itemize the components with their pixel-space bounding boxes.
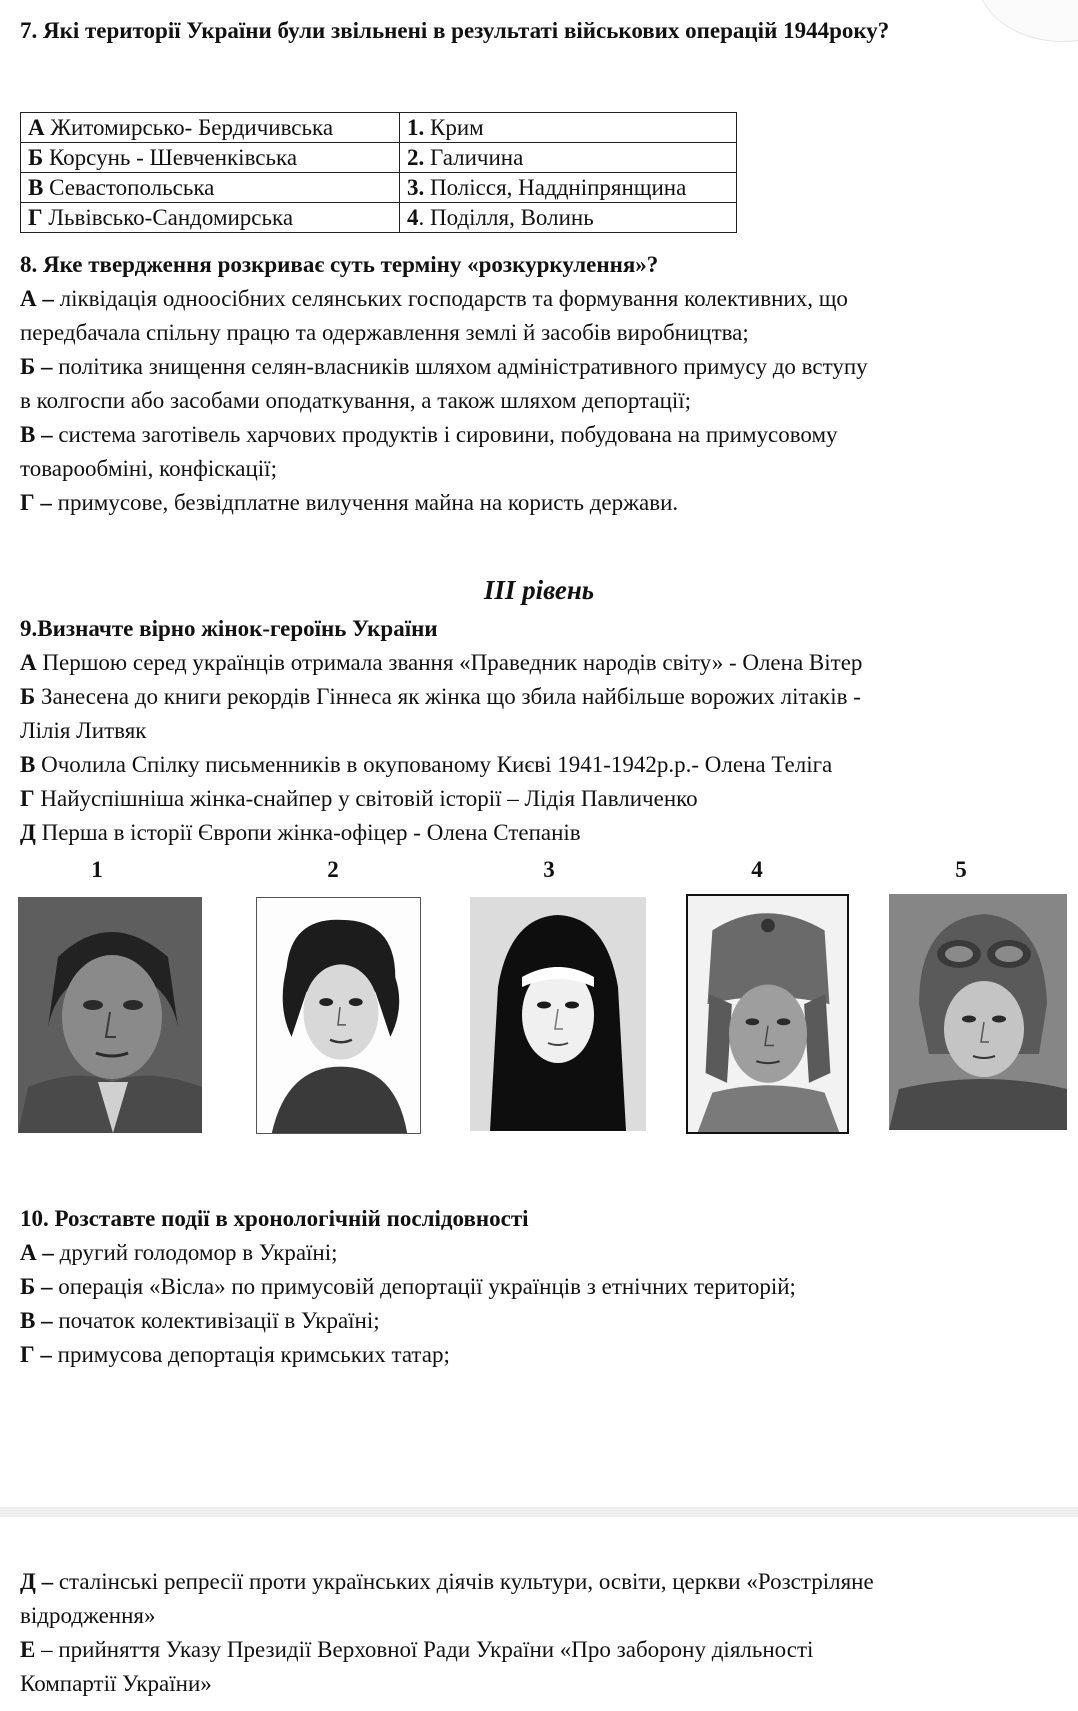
option-v-text: початок колективізації в Україні; [52,1308,380,1333]
option-v-line-2: товарообміні, конфіскації; [20,456,277,481]
right-text: Галичина [424,145,524,170]
option-a-text: другий голодомор в Україні; [53,1240,338,1265]
option-b-line-1 [20,350,1060,384]
left-letter: А [28,115,45,140]
option-a-text: ліквідація одноосібних селянських господарств та формування колективних, що [53,286,848,311]
option-b-line-2: Лілія Литвяк [20,718,147,743]
level-heading: ІІІ рівень [483,575,595,605]
photo-number-3: 3 [543,857,555,882]
photo-number-2: 2 [327,857,339,882]
option-a-line-2: передбачала спільну працю та одержавлення землі й засобів виробництва; [20,320,749,345]
table-row [21,203,737,233]
left-letter: Г [28,205,43,230]
option-d-text: Перша в історії Європи жінка-офіцер - Олена Степанів [35,820,581,845]
option-b-letter: Б – [20,1274,53,1299]
option-e-text: – прийняття Указу Президії Верховної Ради України «Про заборону діяльності [41,1637,814,1662]
left-text: Корсунь - Шевченківська [43,145,298,170]
option-d-line-1 [20,816,1060,850]
table-row [21,113,737,143]
corner-decoration [976,0,1078,42]
option-v-letter: В [20,752,36,777]
right-text: . Поділля, Волинь [418,205,594,230]
question-8-options [20,282,1060,520]
portrait-photo-4 [686,894,849,1134]
right-number: 1. [407,115,425,140]
left-letter: В [28,175,44,200]
option-a-text: Першою серед українців отримала звання «Праведник народів світу» - Олена Вітер [36,650,863,675]
option-e-line-2: Компартії України» [20,1671,212,1696]
option-a-line-1 [20,282,1060,316]
question-9-title: 9.Визначте вірно жінок-героїнь України [20,616,438,641]
table-row [21,173,737,203]
option-g-text: Найуспішніша жінка-снайпер у світовій історії – Лідія Павличенко [34,786,698,811]
portrait-photo-1 [18,897,202,1133]
option-d-line-1 [20,1565,1060,1599]
option-a-letter: А [20,650,37,675]
option-d-text: сталінські репресії проти українських діячів культури, освіти, церкви «Розстріляне [53,1569,874,1594]
option-b-line-1 [20,680,1060,714]
option-g-letter: Г – [20,1342,52,1367]
left-text: Севастопольська [43,175,215,200]
right-number: 3. [407,175,425,200]
option-d-letter: Д [20,820,36,845]
page-divider [0,1507,1078,1517]
question-8-title: 8. Яке твердження розкриває суть терміну «розкуркулення»? [20,252,659,277]
option-b-line-2: в колгоспи або засобами оподаткування, а також шляхом депортації; [20,388,692,413]
option-g-line-1 [20,486,1060,520]
option-g-text: примусове, безвідплатне вилучення майна на користь держави. [51,490,679,515]
option-g-letter: Г [20,786,35,811]
portrait-photo-5 [889,894,1067,1130]
right-text: Полісся, Наддніпрянщина [424,175,687,200]
option-v-line-1 [20,1304,1060,1338]
right-number: 4 [407,205,419,230]
option-v-letter: В – [20,1308,53,1333]
left-text: Житомирсько- Бердичивська [44,115,334,140]
option-b-letter: Б – [20,354,53,379]
option-g-line-1 [20,1338,1060,1372]
option-b-text: політика знищення селян-власників шляхом адміністративного примусу до вступу [52,354,868,379]
portrait-photo-2 [256,897,421,1134]
option-b-text: операція «Вісла» по примусовій депортації українців з етнічних територій; [52,1274,796,1299]
question-7-match-table [20,112,737,233]
option-v-text: Очолила Спілку письменників в окупованому Києві 1941-1942р.р.- Олена Теліга [35,752,833,777]
option-v-line-1 [20,418,1060,452]
photo-number-5: 5 [955,857,967,882]
option-v-text: система заготівель харчових продуктів і сировини, побудована на примусовому [52,422,838,447]
option-v-letter: В – [20,422,53,447]
photo-number-1: 1 [91,857,103,882]
question-7-title: 7. Які території України були звільнені в результаті військових операцій 1944року? [20,18,890,43]
photo-number-4: 4 [751,857,763,882]
option-d-letter: Д – [20,1569,54,1594]
option-a-letter: А – [20,286,54,311]
option-a-line-1 [20,646,1060,680]
question-9-options [20,646,1060,850]
question-10-options-continued [20,1565,1060,1701]
option-a-line-1 [20,1236,1060,1270]
option-b-text: Занесена до книги рекордів Гіннеса як жінка що збила найбільше ворожих літаків - [35,684,861,709]
option-b-letter: Б [20,684,36,709]
option-g-letter: Г – [20,490,52,515]
option-g-text: примусова депортація кримських татар; [51,1342,450,1367]
option-v-line-1 [20,748,1060,782]
question-10-title: 10. Розставте події в хронологічній послідовності [20,1206,529,1231]
question-10-options [20,1236,1060,1372]
option-e-line-1 [20,1633,1060,1667]
option-d-line-2: відродження» [20,1603,156,1628]
option-g-line-1 [20,782,1060,816]
option-e-letter: Е [20,1637,42,1662]
left-text: Львівсько-Сандомирська [42,205,294,230]
left-letter: Б [28,145,44,170]
right-number: 2. [407,145,425,170]
portrait-photo-3 [470,897,646,1131]
option-a-letter: А – [20,1240,54,1265]
right-text: Крим [424,115,484,140]
option-b-line-1 [20,1270,1060,1304]
table-row [21,143,737,173]
